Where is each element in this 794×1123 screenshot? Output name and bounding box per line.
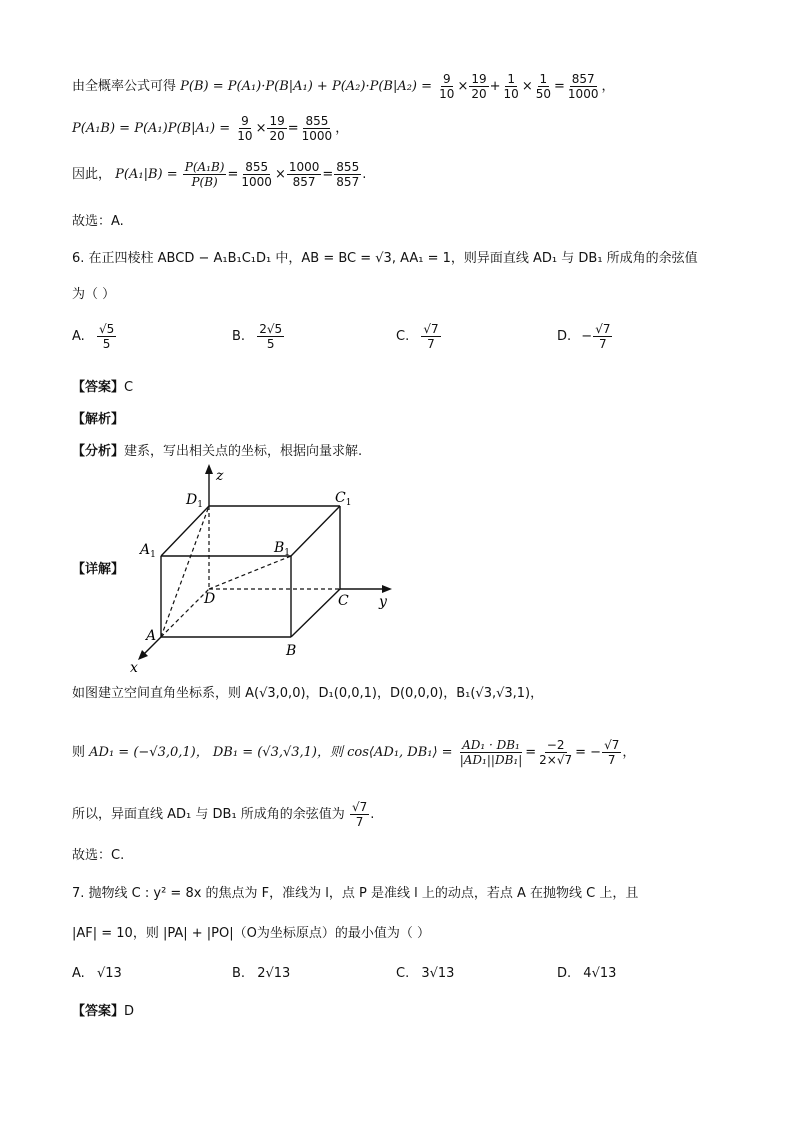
q6-detail-tag: 【详解】: [72, 562, 125, 577]
fraction: $\frac{9}{10}$: [237, 114, 253, 143]
q6-option-a: A. $\frac{√5}{5}$: [72, 322, 115, 351]
fraction: $\frac{19}{20}$: [471, 72, 487, 101]
fraction: $\frac{1000}{857}$: [288, 160, 320, 189]
vector-ad1: AD₁ = (−√3,0,1)，: [89, 745, 209, 760]
fraction: $\frac{√5}{5}$: [98, 322, 115, 351]
segment-ad1: [161, 506, 209, 637]
fraction: $\frac{√7}{7}$: [351, 800, 368, 829]
label-b: B: [286, 643, 297, 659]
fraction: $\frac{-2}{2\times√7}$: [539, 738, 573, 767]
edge-ad: [161, 589, 209, 637]
total-prob-lead: 由全概率公式可得: [72, 79, 177, 94]
edge-bc: [291, 589, 340, 637]
q7-stem-line2: |AF| = 10，则 |PA| + |PO|（O为坐标原点）的最小值为（ ）: [72, 926, 430, 941]
fraction: $\frac{855}{1000}$: [301, 114, 333, 143]
label-d: D: [204, 591, 216, 607]
q7-option-b: B. 2√13: [232, 966, 291, 981]
q6-stem-line2: 为（ ）: [72, 287, 116, 302]
answer-tag: 【答案】: [72, 1004, 125, 1019]
label-a1: $A_1$: [140, 542, 156, 560]
fraction: $\frac{9}{10}$: [439, 72, 455, 101]
fraction: $\frac{√7}{7}$: [423, 322, 439, 351]
fraction: $\frac{√7}{7}$: [595, 322, 611, 351]
q7-option-a: A. √13: [72, 966, 122, 981]
prism-figure: [128, 462, 398, 677]
edge-a1d1: [161, 506, 209, 556]
q6-choose-line: 故选：C.: [72, 848, 125, 863]
q6-fenxi-line: 【分析】建系，写出相关点的坐标，根据向量求解.: [72, 444, 363, 459]
label-c: C: [338, 593, 349, 609]
joint-probability-line: P(A₁B) = P(A₁)P(B|A₁) = $\frac{9}{10}$ × $\frac{19}{20}$ = $\frac{855}{1000}$ ，: [72, 114, 349, 143]
cos-expression: cos⟨AD₁, DB₁⟩ =: [347, 745, 453, 760]
z-arrow-icon: [205, 464, 213, 474]
vector-db1: DB₁ = (√3,√3,1)，则: [212, 745, 344, 760]
fraction: $\frac{√7}{7}$: [604, 738, 620, 767]
q7-option-c: C. 3√13: [396, 966, 455, 981]
segment-db1: [209, 556, 291, 589]
q6-option-c: C. $\frac{√7}{7}$: [396, 322, 439, 351]
fraction: $\frac{2√5}{5}$: [259, 322, 283, 351]
answer-tag: 【答案】: [72, 380, 125, 395]
conditional-probability-line: 因此， P(A₁|B) = $\frac{\text{P(A₁B)}}{P(B)}$ = $\frac{855}{1000}$ × $\frac{1000}{857}$ = $\frac{855}{857}$ .: [72, 160, 367, 189]
q6-answer-line: [72, 378, 133, 398]
answer-value: C: [124, 380, 134, 395]
choose-a-line: 故选：A.: [72, 214, 124, 229]
conditional-lead: 因此，: [72, 167, 112, 182]
fraction: $\frac{\text{AD₁ · DB₁}}{\text{|AD₁||DB₁|}}$: [459, 738, 523, 767]
edge-b1c1: [291, 506, 340, 556]
q6-option-b: B. $\frac{2√5}{5}$: [232, 322, 283, 351]
q7-answer-line: [72, 1002, 134, 1022]
fraction: $\frac{1}{10}$: [503, 72, 519, 101]
fraction: $\frac{855}{1000}$: [241, 160, 272, 189]
conditional-formula: P(A₁|B) =: [115, 167, 178, 182]
label-z: z: [216, 468, 224, 484]
total-prob-formula: P(B) = P(A₁)·P(B|A₁) + P(A₂)·P(B|A₂) =: [180, 79, 433, 94]
q7-option-d: D. 4√13: [557, 966, 617, 981]
label-d1: $D_1$: [186, 492, 203, 510]
q6-coords-line: 如图建立空间直角坐标系，则 A(√3,0,0)，D₁(0,0,1)，D(0,0,0)，B₁(√3,√3,1)，: [72, 686, 544, 701]
joint-prob-formula: P(A₁B) = P(A₁)P(B|A₁) =: [72, 121, 231, 136]
fraction: $\frac{855}{857}$: [336, 160, 360, 189]
q6-stem-line1: 6. 在正四棱柱 ABCD − A₁B₁C₁D₁ 中，AB = BC = √3, AA₁ = 1，则异面直线 AD₁ 与 DB₁ 所成角的余弦值: [72, 251, 698, 266]
label-x: x: [130, 660, 138, 676]
q6-conclusion-line: 所以，异面直线 AD₁ 与 DB₁ 所成角的余弦值为 $\frac{√7}{7}$ .: [72, 800, 375, 829]
label-b1: $B_1$: [274, 540, 291, 558]
fraction: $\frac{19}{20}$: [269, 114, 285, 143]
fraction: $\frac{1}{50}$: [535, 72, 552, 101]
fraction: $\frac{857}{1000}$: [567, 72, 599, 101]
q6-vectors-line: 则 AD₁ = (−√3,0,1)， DB₁ = (√3,√3,1)，则 cos⟨AD₁, DB₁⟩ = $\frac{\text{AD₁ · DB₁}}{\text{|AD₁||DB₁|}}$ = $\frac{-2}{2\times√7}$ = − $\frac{√7}{7}$ ，: [72, 738, 636, 767]
total-probability-line: 由全概率公式可得 P(B) = P(A₁)·P(B|A₁) + P(A₂)·P(B|A₂) = $\frac{9}{10}$ × $\frac{19}{20}$ + $\frac{1}{10}$ × $\frac{1}{50}$ = $\frac{857}{1000}$ ，: [72, 72, 615, 101]
label-c1: $C_1$: [335, 490, 352, 508]
fraction: $\frac{\text{P(A₁B)}}{P(B)}$: [184, 160, 225, 189]
q6-option-d: D. − $\frac{√7}{7}$: [557, 322, 611, 351]
q6-analysis-tag: 【解析】: [72, 412, 125, 427]
answer-value: D: [124, 1004, 135, 1019]
label-a: A: [146, 628, 157, 644]
label-y: y: [379, 594, 387, 610]
y-arrow-icon: [382, 585, 392, 593]
q7-stem-line1: 7. 抛物线 C : y² = 8x 的焦点为 F，准线为 l，点 P 是准线 l 上的动点，若点 A 在抛物线 C 上，且: [72, 886, 639, 901]
